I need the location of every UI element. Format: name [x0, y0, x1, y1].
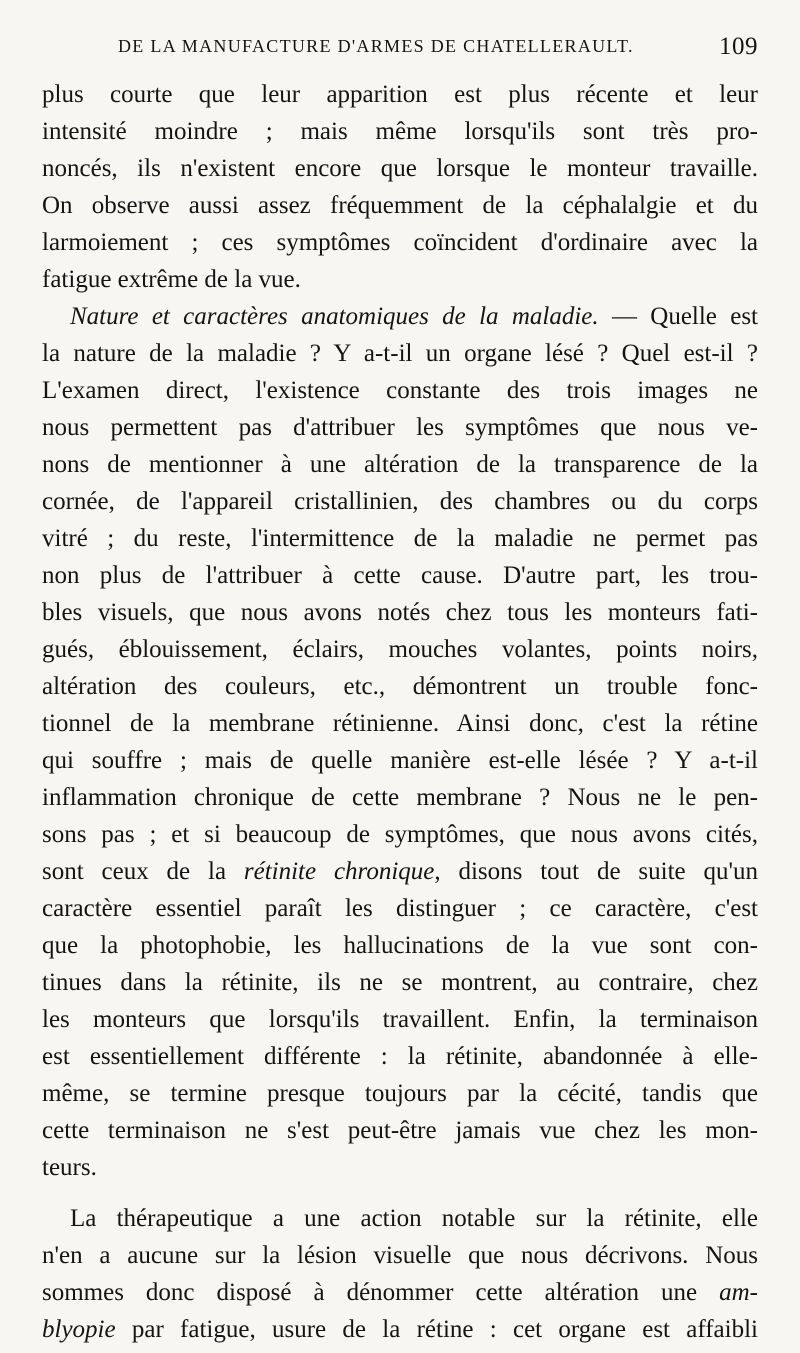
running-title: DE LA MANUFACTURE D'ARMES DE CHATELLERAULT. — [118, 36, 634, 56]
paragraph-gap — [42, 1186, 758, 1200]
text-line: n'en a aucune sur la lésion visuelle que nous décrivons. Nous — [42, 1242, 758, 1269]
text-segment: sont ceux de la — [42, 858, 244, 885]
text-line: sons pas ; et si beaucoup de symptômes, que nous avons cités, — [42, 821, 758, 848]
text-segment: par fatigue, usure de la rétine : cet organe est affaibli — [115, 1316, 758, 1343]
text-line: même, se termine presque toujours par la cécité, tandis que — [42, 1080, 758, 1107]
section-heading-line — [42, 298, 758, 335]
text-line: noncés, ils n'existent encore que lorsque le monteur travaille. — [42, 155, 758, 182]
text-line: nous permettent pas d'attribuer les symptômes que nous ve- — [42, 414, 758, 441]
text-line: intensité moindre ; mais même lorsqu'ils sont très pro- — [42, 118, 758, 145]
text-line: non plus de l'attribuer à cette cause. D'autre part, les trou- — [42, 562, 758, 589]
text-line: tionnel de la membrane rétinienne. Ainsi donc, c'est la rétine — [42, 710, 758, 737]
text-line: cornée, de l'appareil cristallinien, des chambres ou du corps — [42, 488, 758, 515]
text-segment: sommes donc disposé à dénommer cette altération une — [42, 1279, 720, 1306]
text-line: larmoiement ; ces symptômes coïncident d'ordinaire avec la — [42, 229, 758, 256]
body-text — [42, 76, 758, 1348]
text-line: La thérapeutique a une action notable sur la rétinite, elle — [70, 1205, 758, 1232]
text-line: fatigue extrême de la vue. — [42, 266, 301, 293]
text-line: nons de mentionner à une altération de la transparence de la — [42, 451, 758, 478]
text-line: altération des couleurs, etc., démontrent un trouble fonc- — [42, 673, 758, 700]
heading-continuation: — Quelle est — [598, 303, 758, 330]
italic-term: blyopie — [42, 1316, 116, 1343]
text-line: tinues dans la rétinite, ils ne se montrent, au contraire, chez — [42, 969, 758, 996]
italic-term: rétinite chronique — [243, 858, 435, 885]
text-line: On observe aussi assez fréquemment de la céphalalgie et du — [42, 192, 758, 219]
text-line: plus courte que leur apparition est plus récente et leur — [42, 81, 758, 108]
italic-term: am- — [719, 1279, 758, 1306]
text-line: gués, éblouissement, éclairs, mouches volantes, points noirs, — [42, 636, 758, 663]
text-line: vitré ; du reste, l'intermittence de la maladie ne permet pas — [42, 525, 758, 552]
text-line: L'examen direct, l'existence constante des trois images ne — [42, 377, 758, 404]
page-number: 109 — [719, 33, 758, 60]
text-segment: , disons tout de suite qu'un — [434, 858, 758, 885]
text-line: les monteurs que lorsqu'ils travaillent. Enfin, la terminaison — [42, 1006, 758, 1033]
text-line: qui souffre ; mais de quelle manière est-elle lésée ? Y a-t-il — [42, 747, 758, 774]
page-header — [118, 33, 758, 66]
text-line: la nature de la maladie ? Y a-t-il un organe lésé ? Quel est-il ? — [42, 340, 758, 367]
text-line: bles visuels, que nous avons notés chez tous les monteurs fati- — [42, 599, 758, 626]
text-line: caractère essentiel paraît les distinguer ; ce caractère, c'est — [42, 895, 758, 922]
text-line-with-italic — [42, 1311, 758, 1348]
section-heading: Nature et caractères anatomiques de la maladie. — [70, 303, 599, 330]
text-line-with-italic — [42, 1274, 758, 1311]
text-line: cette terminaison ne s'est peut-être jamais vue chez les mon- — [42, 1117, 758, 1144]
text-line: que la photophobie, les hallucinations de la vue sont con- — [42, 932, 758, 959]
text-line-with-italic — [42, 853, 758, 890]
text-line: est essentiellement différente : la rétinite, abandonnée à elle- — [42, 1043, 758, 1070]
text-line: teurs. — [42, 1154, 97, 1181]
text-line: inflammation chronique de cette membrane ? Nous ne le pen- — [42, 784, 758, 811]
